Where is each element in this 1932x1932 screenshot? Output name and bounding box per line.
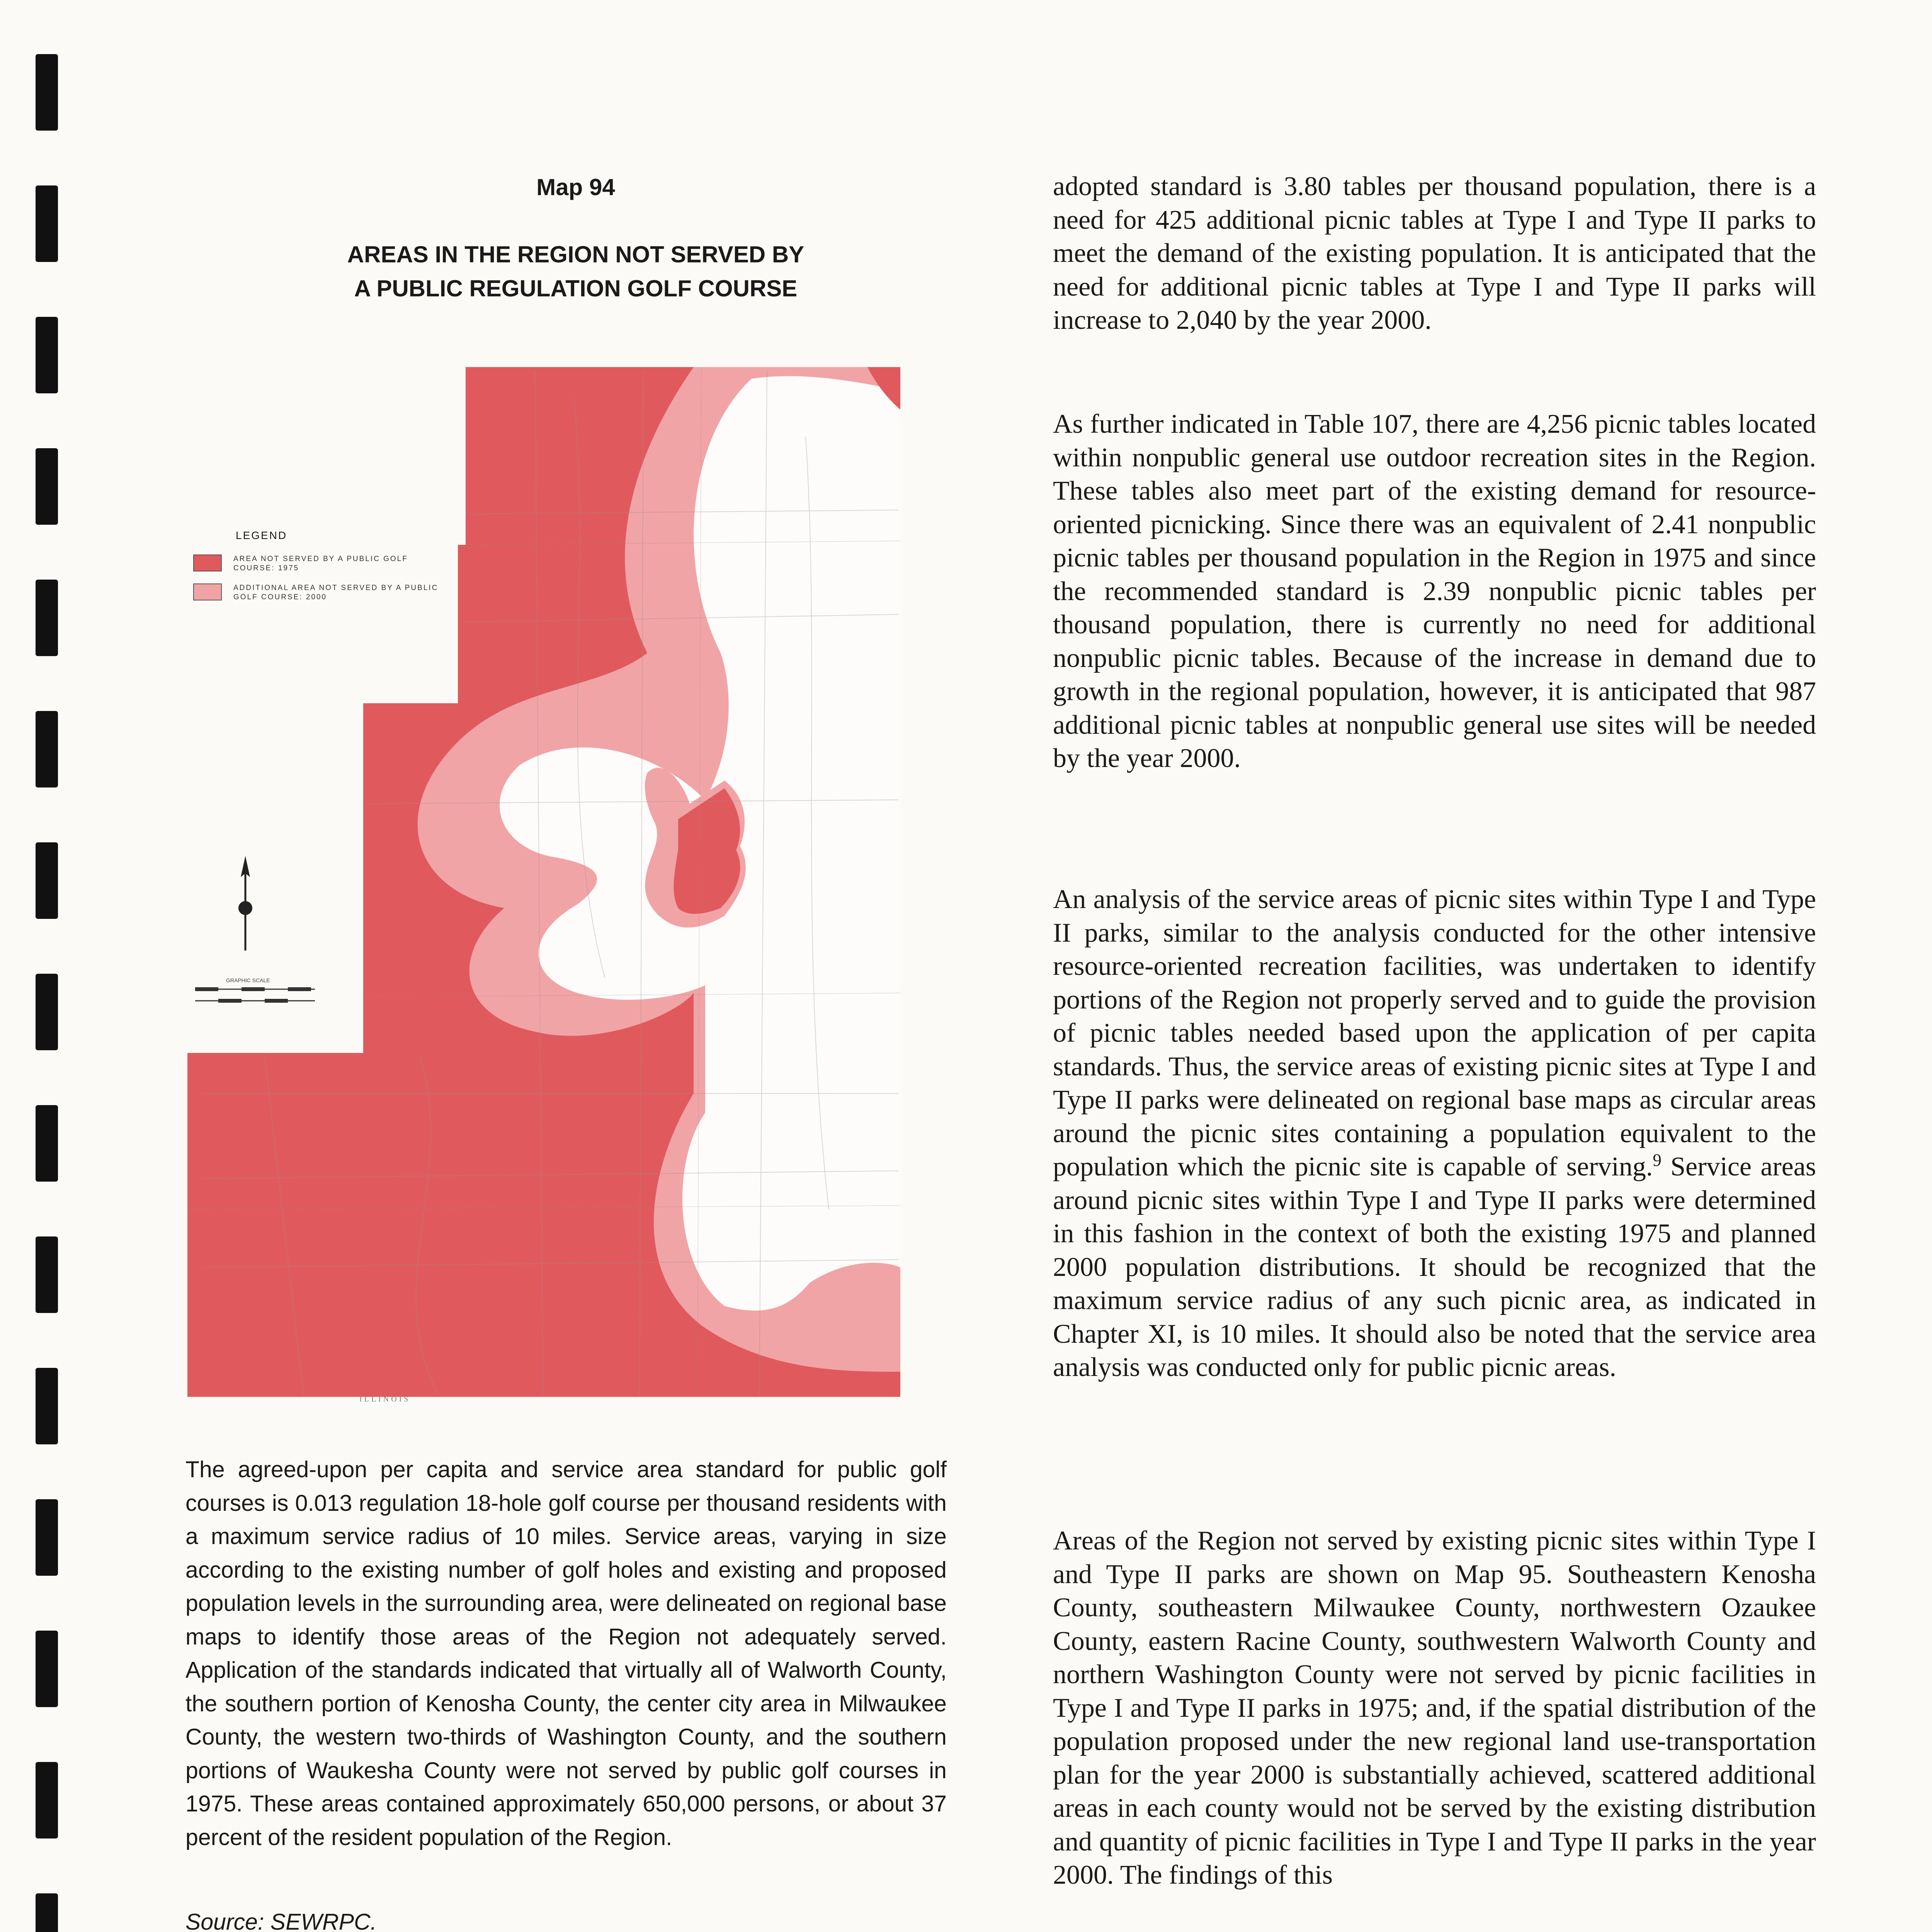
binding-hole (36, 842, 58, 919)
binding-holes (0, 0, 77, 1932)
legend-item (193, 583, 450, 602)
binding-hole (36, 54, 58, 131)
paragraph-text: An analysis of the service areas of picnic sites within Type I and Type II parks, similar to the analysis conducted for the other intensive resource-oriented recreation facilities, was undertaken to identify portions of the Region not properly served and to guide the provision of picnic tables needed based upon the application of per capita standards. Thus, the service areas of existing picnic sites at Type I and Type II parks were delineated on regional base maps as circular areas around the picnic sites containing a population equivalent to the population which the picnic site is capable of serving. (1053, 884, 1816, 1182)
legend-title: LEGEND (236, 529, 287, 541)
binding-hole (36, 580, 58, 656)
binding-hole (36, 1236, 58, 1313)
body-paragraph (1053, 883, 1816, 1384)
binding-hole (36, 1631, 58, 1707)
binding-hole (36, 185, 58, 262)
footnote-reference: 9 (1653, 1150, 1662, 1170)
body-paragraph: As further indicated in Table 107, there are 4,256 picnic tables located within nonpublic general use outdoor recreation sites in the Region. These tables also meet part of the existing demand for resource-oriented picnicking. Since there was an equivalent of 2.41 nonpublic picnic tables per thousand population in the Region in 1975 and since the recommended standard is 2.39 nonpublic picnic tables per thousand population, there is currently no need for additional nonpublic picnic tables. Because of the increase in demand due to growth in the regional population, however, it is anticipated that 987 additional picnic tables at nonpublic general use sites will be needed by the year 2000. (1053, 409, 1816, 773)
legend-swatch-1975 (193, 554, 222, 571)
map-caption: The agreed-upon per capita and service area standard for public golf courses is 0.013 regulation 18-hole golf course per thousand residents with a maximum service radius of 10 miles. Service areas, varying in size according to the existing number of golf holes and existing and proposed population levels in the surrounding area, were delineated on regional base maps to identify those areas of the Region not adequately served. Application of the standards indicated that virtually all of Walworth County, the southern portion of Kenosha County, the center city area in Milwaukee County, the western two-thirds of Washington County, and the southern portions of Waukesha County were not served by public golf courses in 1975. These areas contained approximately 650,000 persons, or about 37 percent of the resident population of the Region. (185, 1457, 947, 1850)
binding-hole (36, 1762, 58, 1838)
binding-hole (36, 448, 58, 525)
map-source: Source: SEWRPC. (185, 1909, 377, 1932)
binding-hole (36, 1499, 58, 1576)
legend-swatch-2000 (193, 583, 222, 600)
binding-hole (36, 1893, 58, 1932)
map-number: Map 94 (536, 174, 615, 200)
binding-hole (36, 711, 58, 787)
map-title (185, 238, 966, 306)
map-title-line: A PUBLIC REGULATION GOLF COURSE (354, 276, 798, 301)
graphic-scale (195, 977, 315, 1003)
binding-hole (36, 1368, 58, 1444)
legend-label: ADDITIONAL AREA NOT SERVED BY A PUBLIC GOLF COURSE: 2000 (233, 584, 439, 601)
legend-label: AREA NOT SERVED BY A PUBLIC GOLF COURSE: 1975 (233, 555, 408, 572)
legend-item (193, 554, 450, 573)
paragraph-text: Service areas around picnic sites within Type I and Type II parks were determined in this fashion in the context of both the existing 1975 and planned 2000 population distributions. It should be recognized that the maximum service radius of any such picnic area, as indicated in Chapter XI, is 10 miles. It should also be noted that the service area analysis was conducted only for public picnic areas. (1053, 1152, 1816, 1382)
body-paragraph: adopted standard is 3.80 tables per thousand population, there is a need for 425 additional picnic tables at Type I and Type II parks to meet the demand of the existing population. It is anticipated that the need for additional picnic tables at Type I and Type II parks will increase to 2,040 by the year 2000. (1053, 172, 1816, 335)
north-arrow-icon (238, 856, 252, 951)
binding-hole (36, 317, 58, 393)
region-map (187, 359, 910, 1399)
graphic-scale-label: GRAPHIC SCALE (226, 977, 270, 983)
region-map-graphic (187, 359, 910, 1399)
binding-hole (36, 974, 58, 1050)
map-state-label: ILLINOIS (359, 1395, 411, 1403)
binding-hole (36, 1105, 58, 1182)
body-paragraph: Areas of the Region not served by existing picnic sites within Type I and Type II parks are shown on Map 95. Southeastern Kenosha County, southeastern Milwaukee County, northwestern Ozaukee County, eastern Racine County, southwestern Walworth County and northern Washington County were not served by picnic facilities in Type I and Type II parks in 1975; and, if the spatial distribution of the population proposed under the new regional land use-transportation plan for the year 2000 is substantially achieved, scattered additional areas in each county would not be served by the existing distribution and quantity of picnic facilities in Type I and Type II parks in the year 2000. The findings of this (1053, 1526, 1816, 1890)
map-title-line: AREAS IN THE REGION NOT SERVED BY (347, 242, 804, 267)
